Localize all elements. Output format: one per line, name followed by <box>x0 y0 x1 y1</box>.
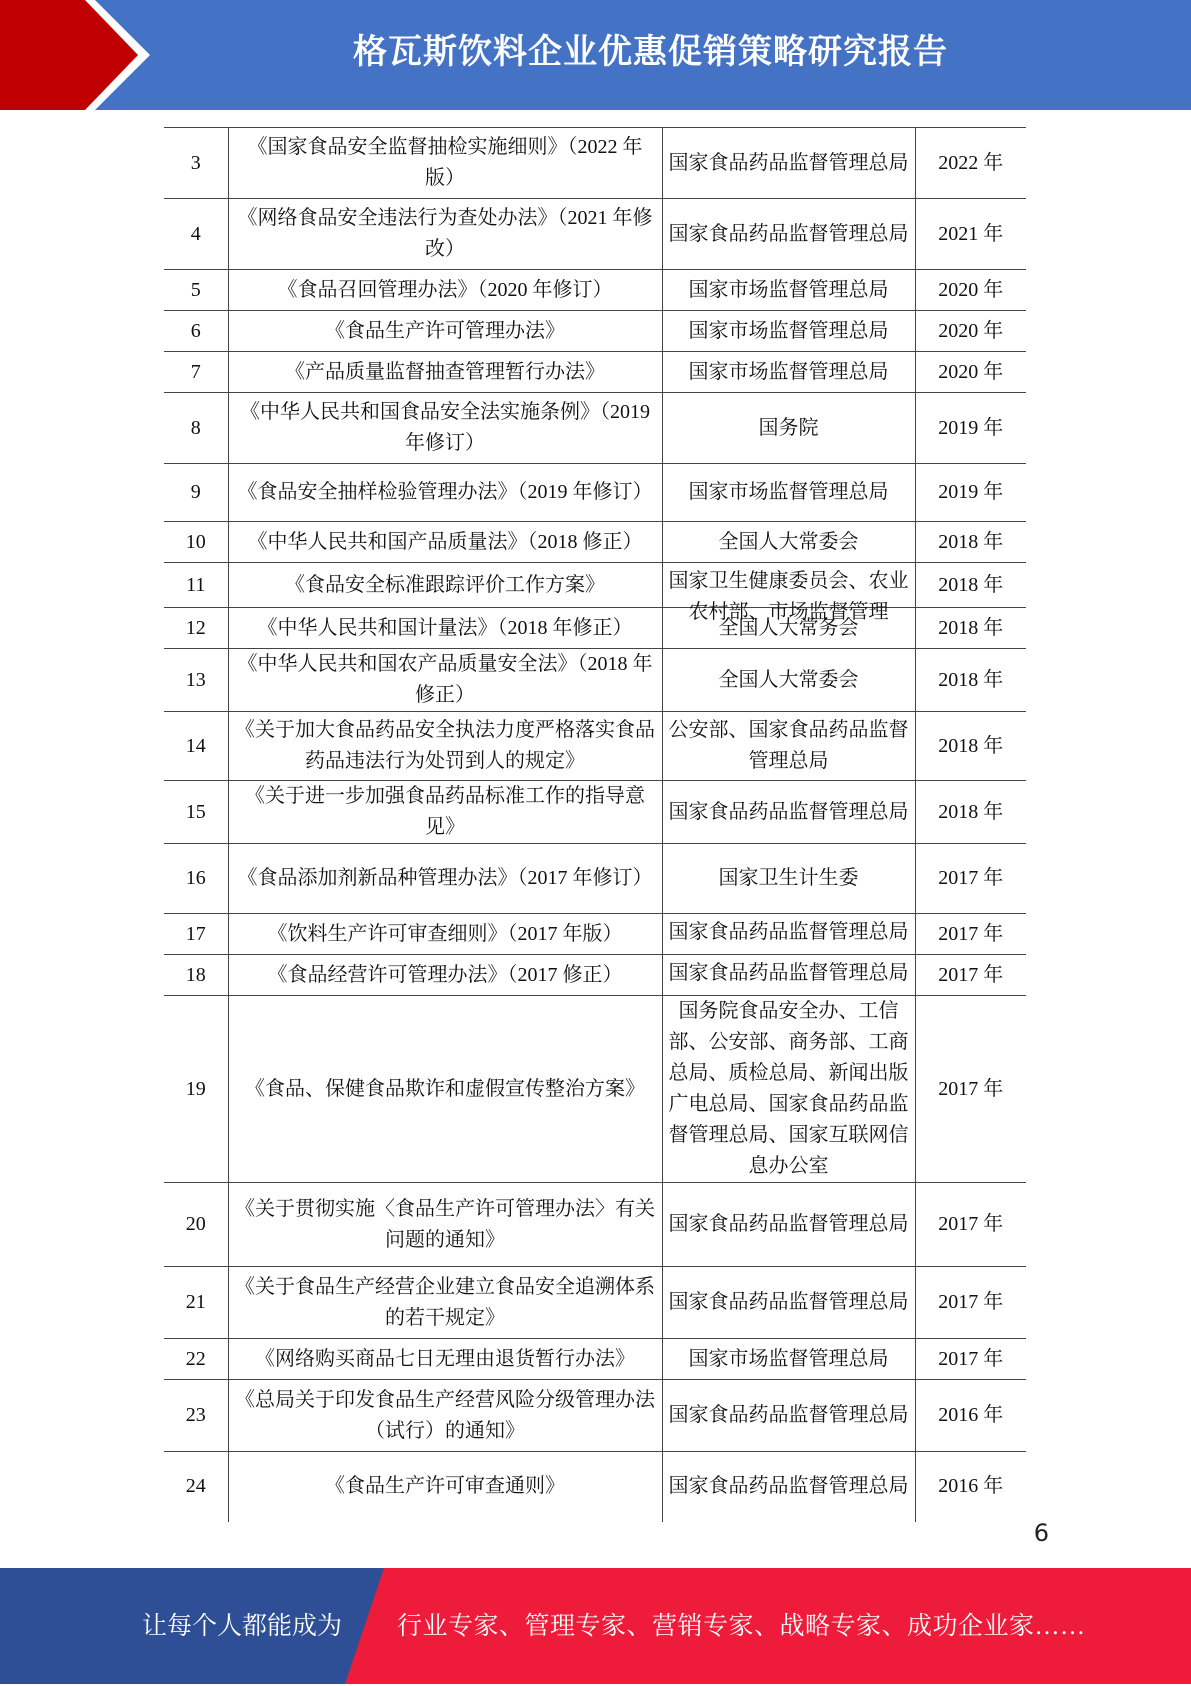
year: 2018 年 <box>915 712 1026 781</box>
row-number: 12 <box>164 608 228 649</box>
issuing-authority-text: 国家卫生健康委员会、农业农村部、市场监督管理 <box>668 570 909 623</box>
table-row <box>164 1339 1026 1380</box>
issuing-authority: 国家市场监督管理总局 <box>662 270 915 311</box>
row-number: 13 <box>164 649 228 712</box>
year: 2017 年 <box>915 1183 1026 1267</box>
table-row <box>164 996 1026 1183</box>
row-number: 24 <box>164 1452 228 1522</box>
issuing-authority: 国家食品药品监督管理总局 <box>662 128 915 199</box>
year: 2017 年 <box>915 1339 1026 1380</box>
row-number: 5 <box>164 270 228 311</box>
table-row <box>164 844 1026 914</box>
regulation-name: 《关于加大食品药品安全执法力度严格落实食品药品违法行为处罚到人的规定》 <box>228 712 662 781</box>
issuing-authority: 国家市场监督管理总局 <box>662 352 915 393</box>
issuing-authority: 国家食品药品监督管理总局 <box>662 1183 915 1267</box>
issuing-authority: 国家市场监督管理总局 <box>662 1339 915 1380</box>
year: 2020 年 <box>915 352 1026 393</box>
year: 2017 年 <box>915 1267 1026 1339</box>
year: 2016 年 <box>915 1380 1026 1452</box>
row-number: 4 <box>164 199 228 270</box>
table-row <box>164 1380 1026 1452</box>
page-header <box>0 0 1191 110</box>
regulation-name: 《食品安全标准跟踪评价工作方案》 <box>228 563 662 608</box>
issuing-authority: 国家食品药品监督管理总局 <box>662 1267 915 1339</box>
year: 2017 年 <box>915 844 1026 914</box>
row-number: 15 <box>164 781 228 844</box>
issuing-authority: 国家卫生计生委 <box>662 844 915 914</box>
table-row <box>164 522 1026 563</box>
year: 2018 年 <box>915 649 1026 712</box>
table-row <box>164 1183 1026 1267</box>
row-number: 14 <box>164 712 228 781</box>
footer-right-text: 行业专家、管理专家、营销专家、战略专家、成功企业家…… <box>397 1613 1086 1640</box>
table-row <box>164 270 1026 311</box>
regulation-name: 《网络购买商品七日无理由退货暂行办法》 <box>228 1339 662 1380</box>
table-row <box>164 781 1026 844</box>
table-row <box>164 393 1026 464</box>
table-row <box>164 1452 1026 1522</box>
issuing-authority: 全国人大常委会 <box>662 522 915 563</box>
regulation-name: 《总局关于印发食品生产经营风险分级管理办法（试行）的通知》 <box>228 1380 662 1452</box>
issuing-authority <box>662 914 915 955</box>
table-row <box>164 464 1026 522</box>
regulation-name: 《食品生产许可管理办法》 <box>228 311 662 352</box>
issuing-authority: 国家食品药品监督管理总局 <box>662 1380 915 1452</box>
year: 2021 年 <box>915 199 1026 270</box>
row-number: 9 <box>164 464 228 522</box>
issuing-authority: 国家市场监督管理总局 <box>662 311 915 352</box>
regulation-name: 《食品生产许可审查通则》 <box>228 1452 662 1522</box>
year: 2019 年 <box>915 464 1026 522</box>
regulation-name: 《网络食品安全违法行为查处办法》（2021 年修改） <box>228 199 662 270</box>
table-row <box>164 352 1026 393</box>
table-row <box>164 563 1026 608</box>
regulation-name: 《中华人民共和国食品安全法实施条例》（2019 年修订） <box>228 393 662 464</box>
row-number: 16 <box>164 844 228 914</box>
header-title: 格瓦斯饮料企业优惠促销策略研究报告 <box>353 32 948 72</box>
row-number: 18 <box>164 955 228 996</box>
regulation-name: 《中华人民共和国计量法》（2018 年修正） <box>228 608 662 649</box>
issuing-authority: 国家市场监督管理总局 <box>662 464 915 522</box>
regulation-name: 《中华人民共和国农产品质量安全法》（2018 年修正） <box>228 649 662 712</box>
issuing-authority <box>662 955 915 996</box>
row-number: 19 <box>164 996 228 1183</box>
table-row <box>164 955 1026 996</box>
table-row <box>164 128 1026 199</box>
year: 2020 年 <box>915 270 1026 311</box>
issuing-authority-text: 国家食品药品监督管理总局 <box>668 921 909 943</box>
regulation-name: 《国家食品安全监督抽检实施细则》（2022 年版） <box>228 128 662 199</box>
row-number: 10 <box>164 522 228 563</box>
regulation-name: 《食品添加剂新品种管理办法》（2017 年修订） <box>228 844 662 914</box>
issuing-authority: 国家食品药品监督管理总局 <box>662 199 915 270</box>
year: 2017 年 <box>915 914 1026 955</box>
regulation-name: 《中华人民共和国产品质量法》（2018 修正） <box>228 522 662 563</box>
row-number: 8 <box>164 393 228 464</box>
regulation-name: 《食品召回管理办法》（2020 年修订） <box>228 270 662 311</box>
issuing-authority <box>662 563 915 623</box>
regulation-name: 《食品经营许可管理办法》（2017 修正） <box>228 955 662 996</box>
table-row <box>164 649 1026 712</box>
issuing-authority: 国家食品药品监督管理总局 <box>662 781 915 844</box>
issuing-authority: 国务院食品安全办、工信部、公安部、商务部、工商总局、质检总局、新闻出版广电总局、国家食品药品监督管理总局、国家互联网信息办公室 <box>662 996 915 1183</box>
year: 2019 年 <box>915 393 1026 464</box>
issuing-authority-text: 国家食品药品监督管理总局 <box>668 962 909 984</box>
row-number: 23 <box>164 1380 228 1452</box>
year: 2018 年 <box>915 563 1026 608</box>
page-number: 6 <box>1033 1519 1049 1547</box>
issuing-authority: 公安部、国家食品药品监督管理总局 <box>662 712 915 781</box>
issuing-authority: 国家食品药品监督管理总局 <box>662 1452 915 1522</box>
row-number: 6 <box>164 311 228 352</box>
table-row <box>164 712 1026 781</box>
issuing-authority: 全国人大常委会 <box>662 649 915 712</box>
regulation-name: 《食品安全抽样检验管理办法》（2019 年修订） <box>228 464 662 522</box>
year: 2020 年 <box>915 311 1026 352</box>
row-number: 22 <box>164 1339 228 1380</box>
table-row <box>164 1267 1026 1339</box>
table-row <box>164 311 1026 352</box>
issuing-authority: 国务院 <box>662 393 915 464</box>
table-body <box>164 128 1026 1522</box>
page-footer <box>0 1568 1191 1684</box>
regulation-name: 《产品质量监督抽查管理暂行办法》 <box>228 352 662 393</box>
table-row <box>164 608 1026 649</box>
year: 2018 年 <box>915 522 1026 563</box>
regulation-name: 《饮料生产许可审查细则》（2017 年版） <box>228 914 662 955</box>
table-row <box>164 199 1026 270</box>
regulations-table <box>164 127 1026 1522</box>
issuing-authority: 全国人大常务会 <box>662 608 915 649</box>
row-number: 17 <box>164 914 228 955</box>
regulation-name: 《食品、保健食品欺诈和虚假宣传整治方案》 <box>228 996 662 1183</box>
year: 2017 年 <box>915 996 1026 1183</box>
year: 2016 年 <box>915 1452 1026 1522</box>
year: 2022 年 <box>915 128 1026 199</box>
year: 2018 年 <box>915 781 1026 844</box>
row-number: 20 <box>164 1183 228 1267</box>
year: 2018 年 <box>915 608 1026 649</box>
regulation-name: 《关于进一步加强食品药品标准工作的指导意见》 <box>228 781 662 844</box>
row-number: 11 <box>164 563 228 608</box>
row-number: 7 <box>164 352 228 393</box>
regulation-name: 《关于贯彻实施〈食品生产许可管理办法〉有关问题的通知》 <box>228 1183 662 1267</box>
row-number: 21 <box>164 1267 228 1339</box>
row-number: 3 <box>164 128 228 199</box>
regulation-name: 《关于食品生产经营企业建立食品安全追溯体系的若干规定》 <box>228 1267 662 1339</box>
footer-left-text: 让每个人都能成为 <box>142 1613 343 1640</box>
table-row <box>164 914 1026 955</box>
year: 2017 年 <box>915 955 1026 996</box>
